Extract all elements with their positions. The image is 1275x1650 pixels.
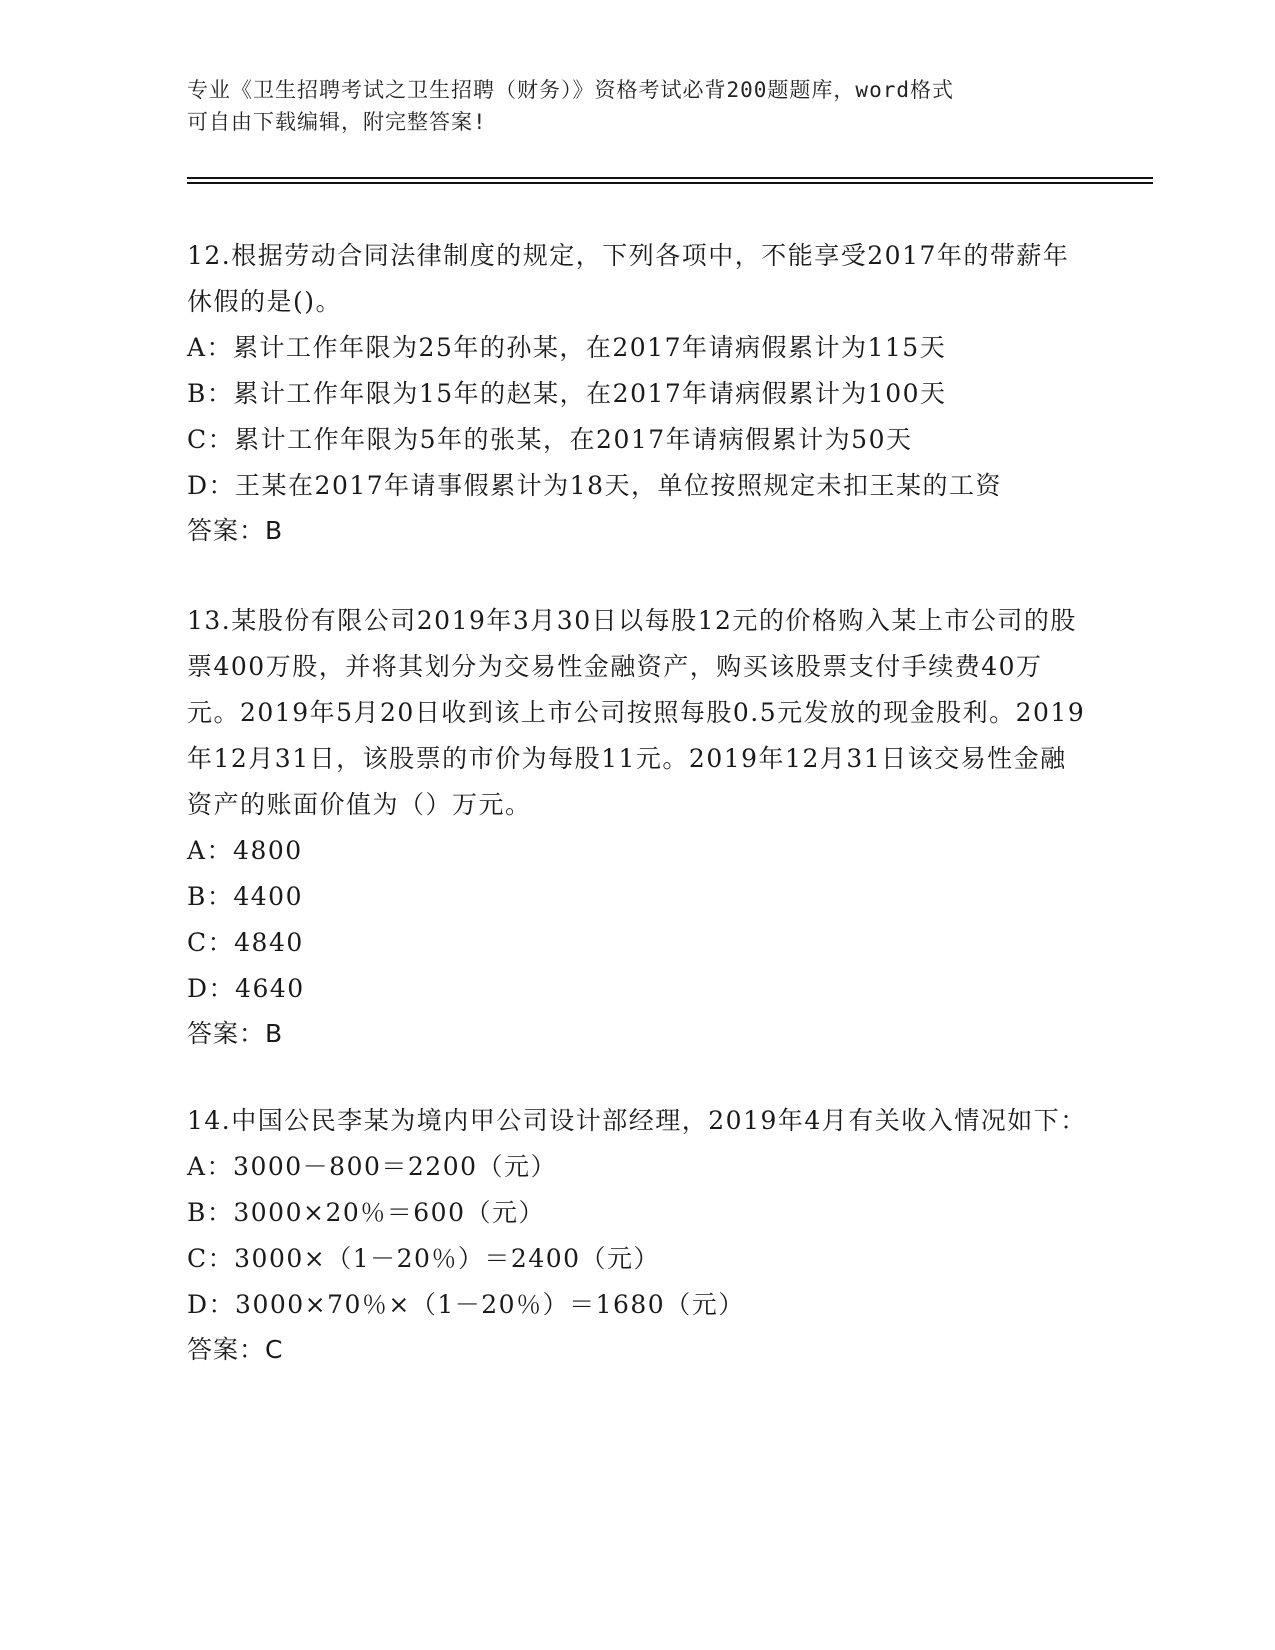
option-d: D：王某在2017年请事假累计为18天，单位按照规定未扣王某的工资: [187, 471, 1002, 500]
option-a: A：3000－800＝2200（元）: [187, 1152, 558, 1181]
header-line-2: 可自由下载编辑，附完整答案!: [187, 110, 487, 134]
option-a: A：累计工作年限为25年的孙某，在2017年请病假累计为115天: [187, 333, 947, 362]
header-divider-top: [187, 177, 1153, 179]
question-14: [187, 1098, 1087, 1372]
question-text: 12.根据劳动合同法律制度的规定，下列各项中，不能享受2017年的带薪年休假的是()。: [187, 241, 1070, 316]
option-c: C：累计工作年限为5年的张某，在2017年请病假累计为50天: [187, 425, 913, 454]
question-13: [187, 598, 1087, 1056]
option-b: B：累计工作年限为15年的赵某，在2017年请病假累计为100天: [187, 379, 947, 408]
answer-line: 答案：B: [187, 516, 284, 545]
question-text: 14.中国公民李某为境内甲公司设计部经理，2019年4月有关收入情况如下：: [187, 1106, 1087, 1135]
answer-line: 答案：C: [187, 1335, 284, 1364]
option-b: B：4400: [187, 882, 303, 911]
option-d: D：4640: [187, 974, 305, 1003]
header-line-1: 专业《卫生招聘考试之卫生招聘（财务）》资格考试必背200题题库，word格式: [187, 78, 954, 102]
header-divider-bottom: [187, 182, 1153, 184]
option-b: B：3000×20％＝600（元）: [187, 1198, 545, 1227]
question-12: [187, 233, 1087, 553]
option-d: D：3000×70％×（1－20％）＝1680（元）: [187, 1290, 745, 1319]
option-c: C：4840: [187, 928, 304, 957]
document-header: [187, 74, 1087, 138]
option-c: C：3000×（1－20％）＝2400（元）: [187, 1244, 661, 1273]
question-text: 13.某股份有限公司2019年3月30日以每股12元的价格购入某上市公司的股票400万股，并将其划分为交易性金融资产，购买该股票支付手续费40万元。2019年5月20日收到该上市公司按照每股0.5元发放的现金股利。2019年12月31日，该股票的市价为每股11元。2019年12月31日该交易性金融资产的账面价值为（）万元。: [187, 606, 1086, 819]
answer-line: 答案：B: [187, 1019, 284, 1048]
option-a: A：4800: [187, 836, 303, 865]
